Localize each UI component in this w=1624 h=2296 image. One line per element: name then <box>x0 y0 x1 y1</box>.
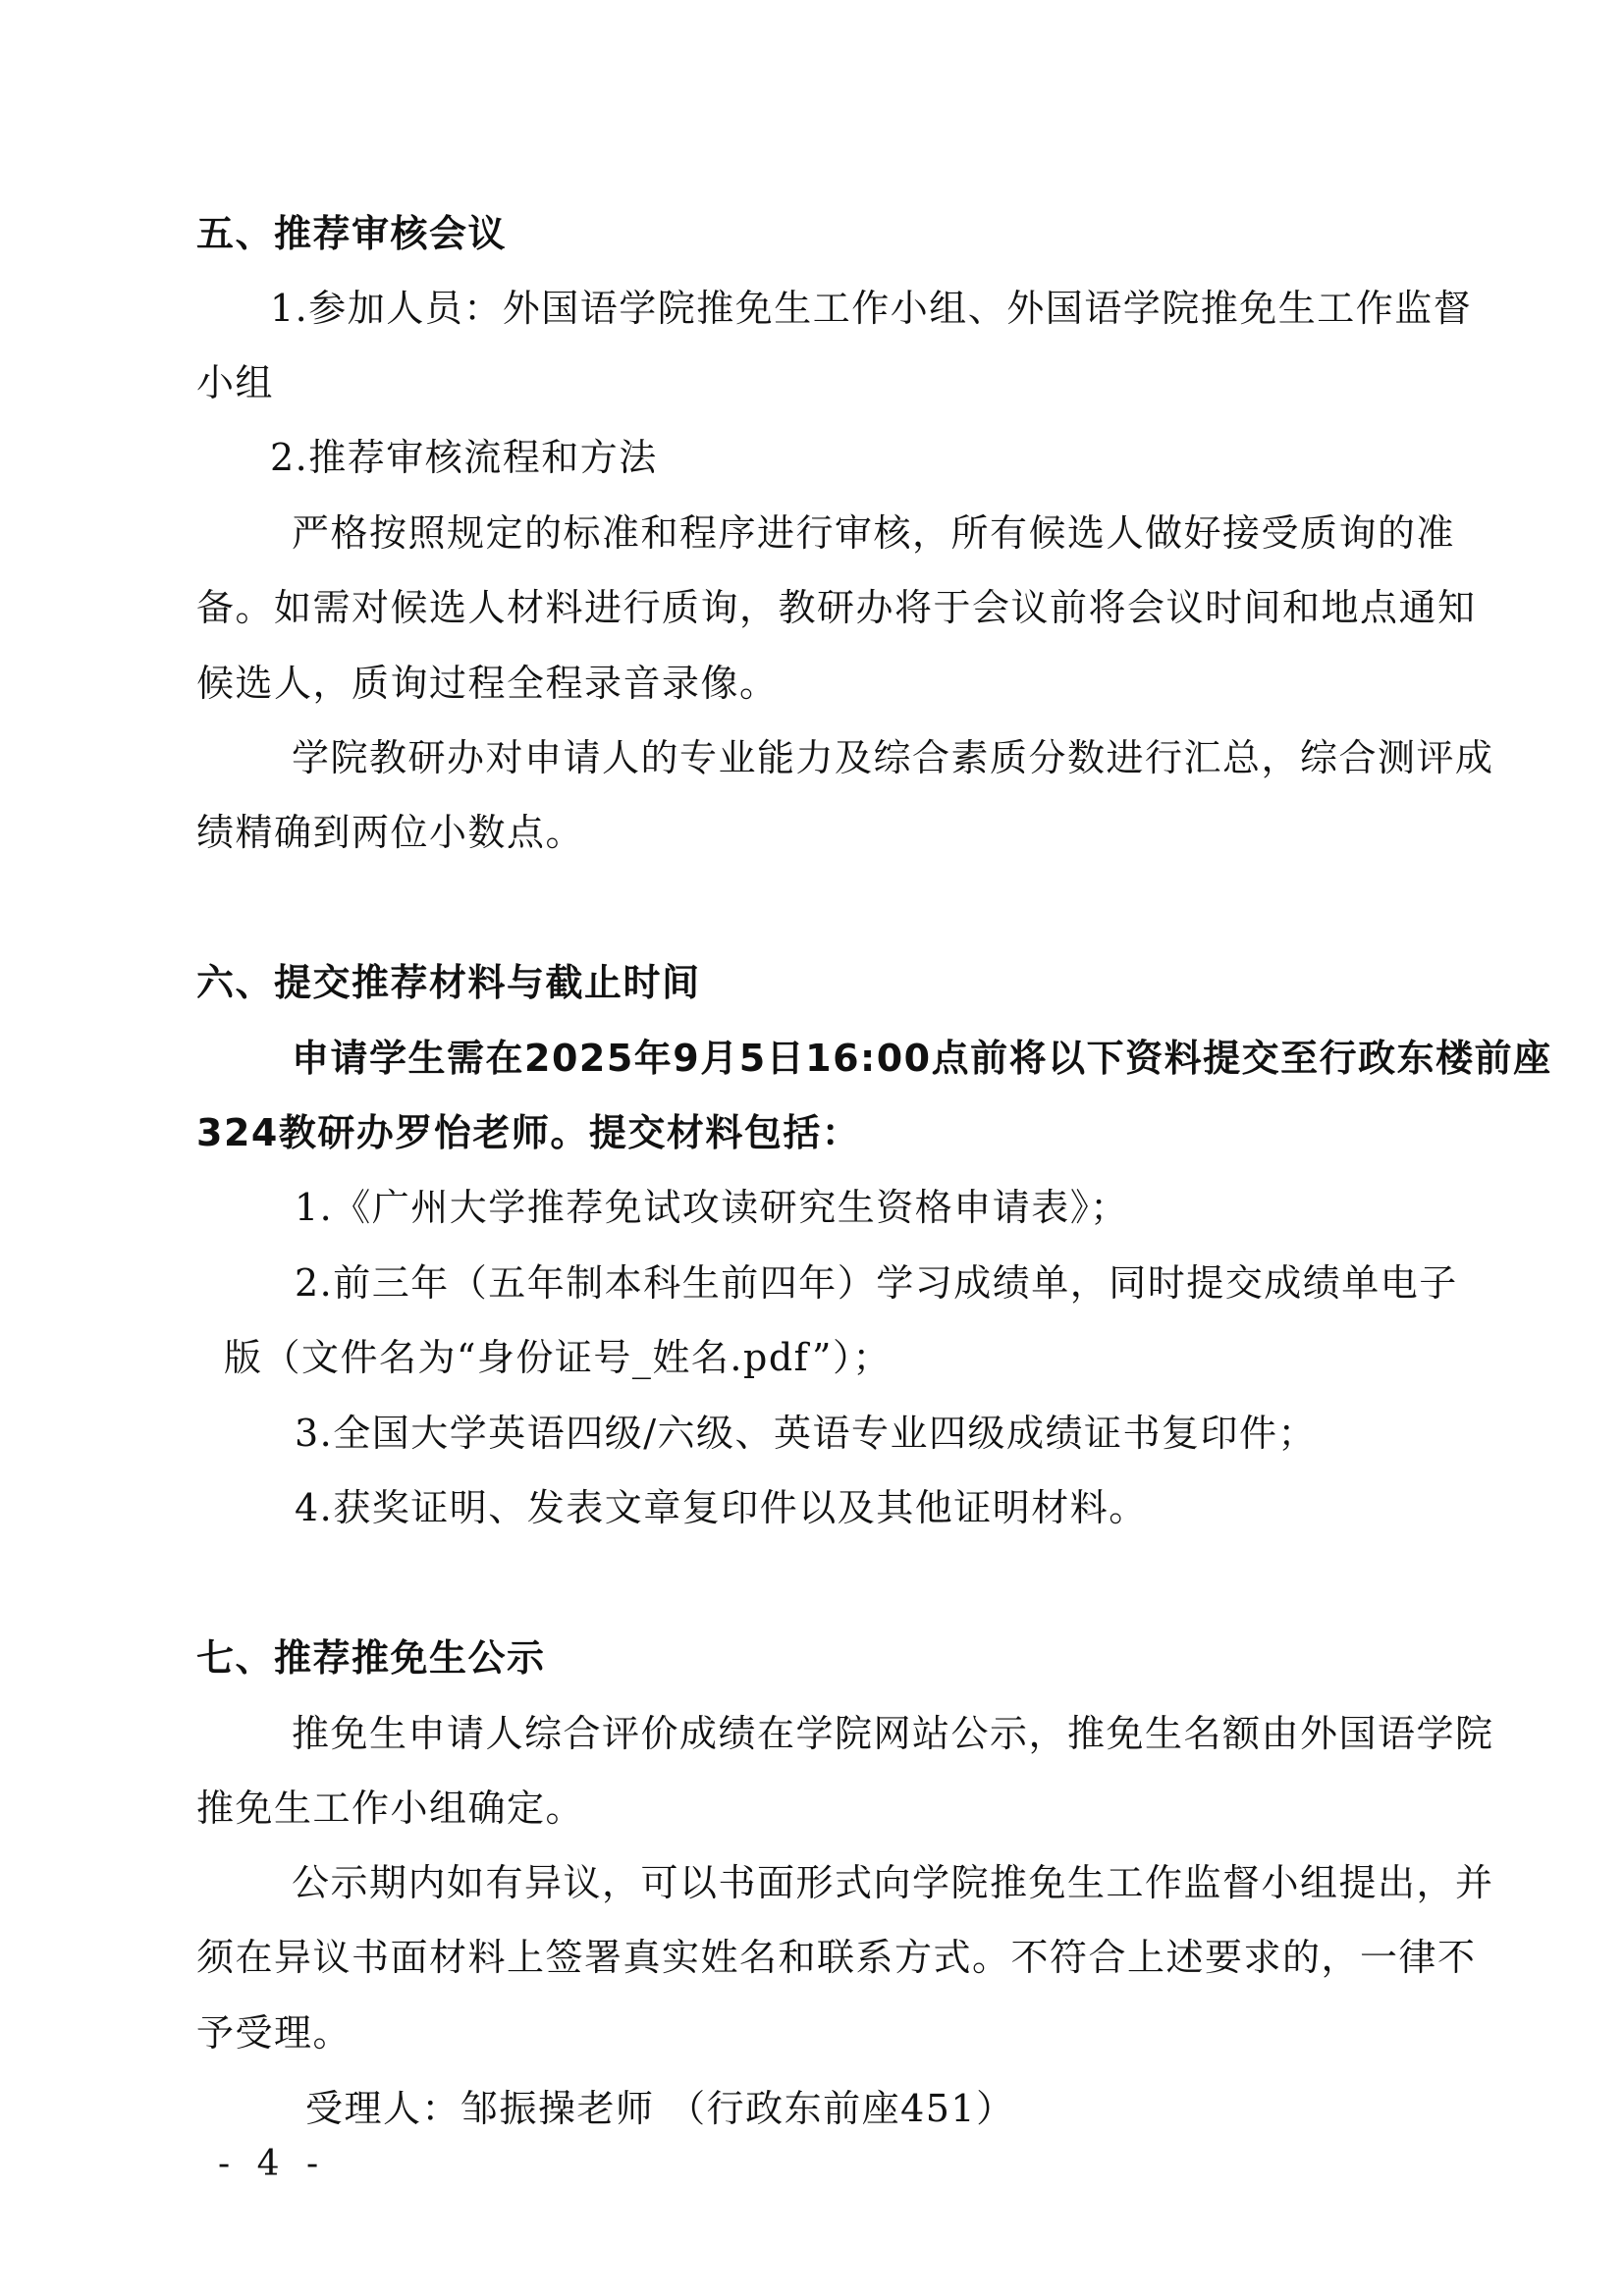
section-6-item-2-line-2: 版（文件名为“身份证号_姓名.pdf”）； <box>224 1336 892 1379</box>
section-6-notice-line-1: 申请学生需在2025年9月5日16:00点前将以下资料提交至行政东楼前座 <box>292 1037 1552 1080</box>
section-7-para-1-line-1: 推免生申请人综合评价成绩在学院网站公示，推免生名额由外国语学院 <box>292 1712 1494 1755</box>
section-5-para-1-line-3: 候选人，质询过程全程录音录像。 <box>196 662 779 705</box>
section-6-item-3: 3.全国大学英语四级/六级、英语专业四级成绩证书复印件； <box>295 1412 1318 1455</box>
section-7-para-1-line-2: 推免生工作小组确定。 <box>196 1787 585 1830</box>
page-number: - 4 - <box>218 2144 327 2184</box>
section-6-item-1: 1.《广州大学推荐免试攻读研究生资格申请表》； <box>295 1186 1129 1229</box>
section-5-item-2-title: 2.推荐审核流程和方法 <box>270 436 658 479</box>
section-7-contact: 受理人：邹振操老师 （行政东前座451） <box>305 2087 1015 2130</box>
section-5-para-1-line-1: 严格按照规定的标准和程序进行审核，所有候选人做好接受质询的准 <box>292 511 1456 555</box>
section-6-notice-line-2: 324教研办罗怡老师。提交材料包括： <box>196 1111 861 1154</box>
section-6-heading: 六、提交推荐材料与截止时间 <box>196 961 701 1004</box>
section-5-item-1-line-1: 1.参加人员：外国语学院推免生工作小组、外国语学院推免生工作监督 <box>270 287 1473 330</box>
section-7-para-2-line-3: 予受理。 <box>196 2011 352 2055</box>
section-7-para-2-line-2: 须在异议书面材料上签署真实姓名和联系方式。不符合上述要求的，一律不 <box>196 1936 1477 1979</box>
section-5-para-2-line-1: 学院教研办对申请人的专业能力及综合素质分数进行汇总，综合测评成 <box>292 736 1494 779</box>
section-7-heading: 七、推荐推免生公示 <box>196 1636 546 1680</box>
section-6-item-4: 4.获奖证明、发表文章复印件以及其他证明材料。 <box>295 1486 1148 1529</box>
section-5-heading: 五、推荐审核会议 <box>196 212 508 255</box>
section-6-item-2-line-1: 2.前三年（五年制本科生前四年）学习成绩单，同时提交成绩单电子 <box>295 1261 1458 1305</box>
section-5-para-2-line-2: 绩精确到两位小数点。 <box>196 811 585 854</box>
section-7-para-2-line-1: 公示期内如有异议，可以书面形式向学院推免生工作监督小组提出，并 <box>292 1861 1494 1904</box>
section-5-item-1-line-2: 小组 <box>196 361 275 404</box>
section-5-para-1-line-2: 备。如需对候选人材料进行质询，教研办将于会议前将会议时间和地点通知 <box>196 586 1477 629</box>
